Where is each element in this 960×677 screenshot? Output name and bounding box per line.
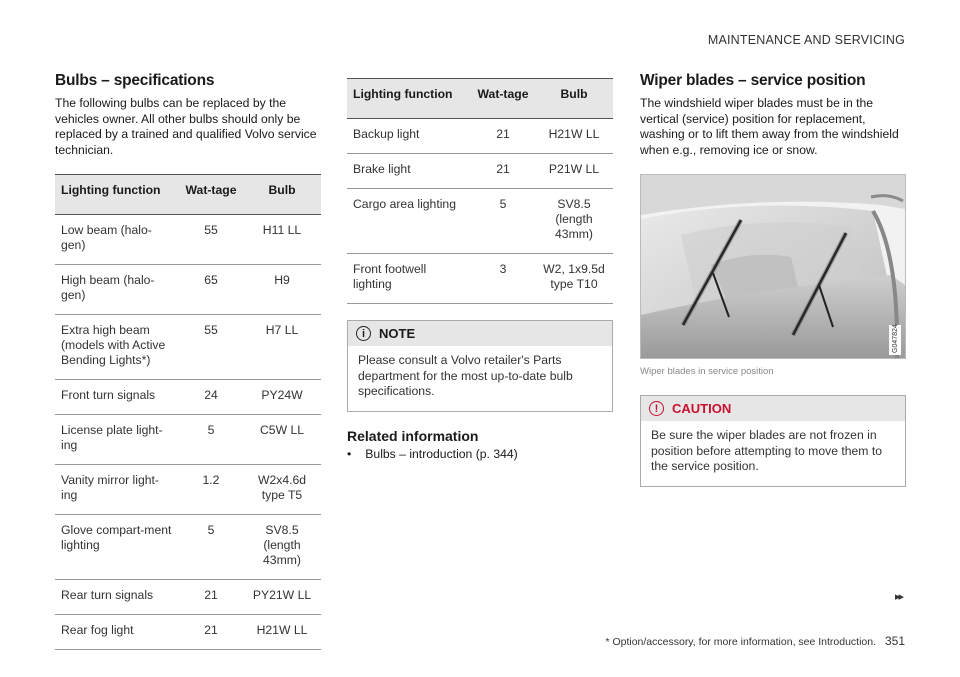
bulbs-intro: The following bulbs can be replaced by the vehicles owner. All other bulbs should only be replaced by a trained and qualified Volvo service technician.	[55, 96, 317, 157]
cell-wattage: 1.2	[179, 465, 243, 515]
cell-bulb: H11 LL	[243, 215, 321, 265]
cell-bulb: SV8.5 (length 43mm)	[535, 189, 613, 254]
table-row	[55, 415, 321, 465]
cell-wattage: 21	[471, 119, 535, 154]
cell-bulb: PY21W LL	[243, 580, 321, 615]
cell-wattage: 3	[471, 254, 535, 304]
cell-bulb: C5W LL	[243, 415, 321, 465]
windshield-wiper-illustration	[641, 175, 905, 358]
cell-function: Rear fog light	[55, 615, 179, 650]
header-bulb: Bulb	[535, 79, 613, 119]
warning-icon: !	[649, 401, 664, 416]
caution-box	[640, 395, 906, 487]
header-bulb: Bulb	[243, 175, 321, 215]
section-header: MAINTENANCE AND SERVICING	[707, 33, 905, 47]
wiper-title: Wiper blades – service position	[640, 72, 866, 89]
cell-bulb: H21W LL	[243, 615, 321, 650]
cell-function: Extra high beam (models with Active Bending Lights*)	[55, 315, 179, 380]
note-title: NOTE	[379, 326, 416, 341]
note-text: Please consult a Volvo retailer's Parts department for the most up-to-date bulb specifications.	[358, 353, 573, 398]
cell-bulb: P21W LL	[535, 154, 613, 189]
table-row	[55, 615, 321, 650]
cell-function: Low beam (halo-gen)	[55, 215, 179, 265]
table-row	[55, 465, 321, 515]
note-header	[348, 321, 612, 346]
header-wattage: Wat-tage	[471, 79, 535, 119]
table-row	[55, 315, 321, 380]
table-row	[55, 265, 321, 315]
header-wattage: Wat-tage	[179, 175, 243, 215]
cell-wattage: 55	[179, 215, 243, 265]
table-row	[55, 515, 321, 580]
bulb-spec-table-right	[347, 78, 613, 304]
wiper-illustration	[640, 174, 906, 359]
table-row	[55, 380, 321, 415]
related-link[interactable]: Bulbs – introduction (p. 344)	[365, 446, 518, 461]
related-item[interactable]	[347, 447, 613, 461]
cell-wattage: 21	[179, 615, 243, 650]
table-header-row	[55, 175, 321, 215]
table-row	[55, 580, 321, 615]
image-code: G047824	[892, 324, 899, 353]
cell-bulb: H9	[243, 265, 321, 315]
cell-wattage: 5	[471, 189, 535, 254]
cell-wattage: 21	[179, 580, 243, 615]
cell-function: Rear turn signals	[55, 580, 179, 615]
cell-function: Cargo area lighting	[347, 189, 471, 254]
cell-function: High beam (halo-gen)	[55, 265, 179, 315]
figure-caption: Wiper blades in service position	[640, 366, 774, 377]
cell-function: License plate light-ing	[55, 415, 179, 465]
bulbs-column-left	[55, 72, 321, 650]
table-row	[347, 119, 613, 154]
related-title: Related information	[347, 427, 479, 444]
table-row	[347, 254, 613, 304]
wiper-intro: The windshield wiper blades must be in the vertical (service) position for replacement, washing or to lift them away from the windshield when e.g., removing ice or snow.	[640, 96, 899, 157]
table-header-row	[347, 79, 613, 119]
cell-function: Glove compart-ment lighting	[55, 515, 179, 580]
page-footer	[605, 634, 905, 648]
cell-function: Vanity mirror light-ing	[55, 465, 179, 515]
wiper-column	[640, 72, 906, 487]
cell-function: Brake light	[347, 154, 471, 189]
footer-note: * Option/accessory, for more information, see Introduction.	[605, 636, 877, 648]
table-row	[347, 154, 613, 189]
cell-bulb: H7 LL	[243, 315, 321, 380]
cell-wattage: 21	[471, 154, 535, 189]
cell-function: Front turn signals	[55, 380, 179, 415]
cell-wattage: 5	[179, 415, 243, 465]
header-lighting-function: Lighting function	[347, 79, 471, 119]
table-row	[347, 189, 613, 254]
bulbs-title: Bulbs – specifications	[55, 72, 215, 89]
caution-title: CAUTION	[672, 401, 732, 416]
cell-bulb: W2x4.6d type T5	[243, 465, 321, 515]
cell-bulb: PY24W	[243, 380, 321, 415]
caution-text: Be sure the wiper blades are not frozen in position before attempting to move them to the service position.	[651, 428, 883, 473]
cell-bulb: SV8.5 (length 43mm)	[243, 515, 321, 580]
cell-wattage: 65	[179, 265, 243, 315]
cell-bulb: H21W LL	[535, 119, 613, 154]
note-box	[347, 320, 613, 412]
cell-wattage: 24	[179, 380, 243, 415]
next-page-arrows-icon[interactable]: ▸▸	[894, 591, 902, 603]
cell-function: Front footwell lighting	[347, 254, 471, 304]
cell-function: Backup light	[347, 119, 471, 154]
caution-header	[641, 396, 905, 421]
cell-bulb: W2, 1x9.5d type T10	[535, 254, 613, 304]
info-icon: i	[356, 326, 371, 341]
page-number: 351	[884, 634, 905, 648]
table-row	[55, 215, 321, 265]
bulbs-column-right	[347, 78, 613, 461]
bullet: •	[347, 446, 352, 461]
cell-wattage: 5	[179, 515, 243, 580]
bulb-spec-table-left	[55, 174, 321, 650]
cell-wattage: 55	[179, 315, 243, 380]
header-lighting-function: Lighting function	[55, 175, 179, 215]
